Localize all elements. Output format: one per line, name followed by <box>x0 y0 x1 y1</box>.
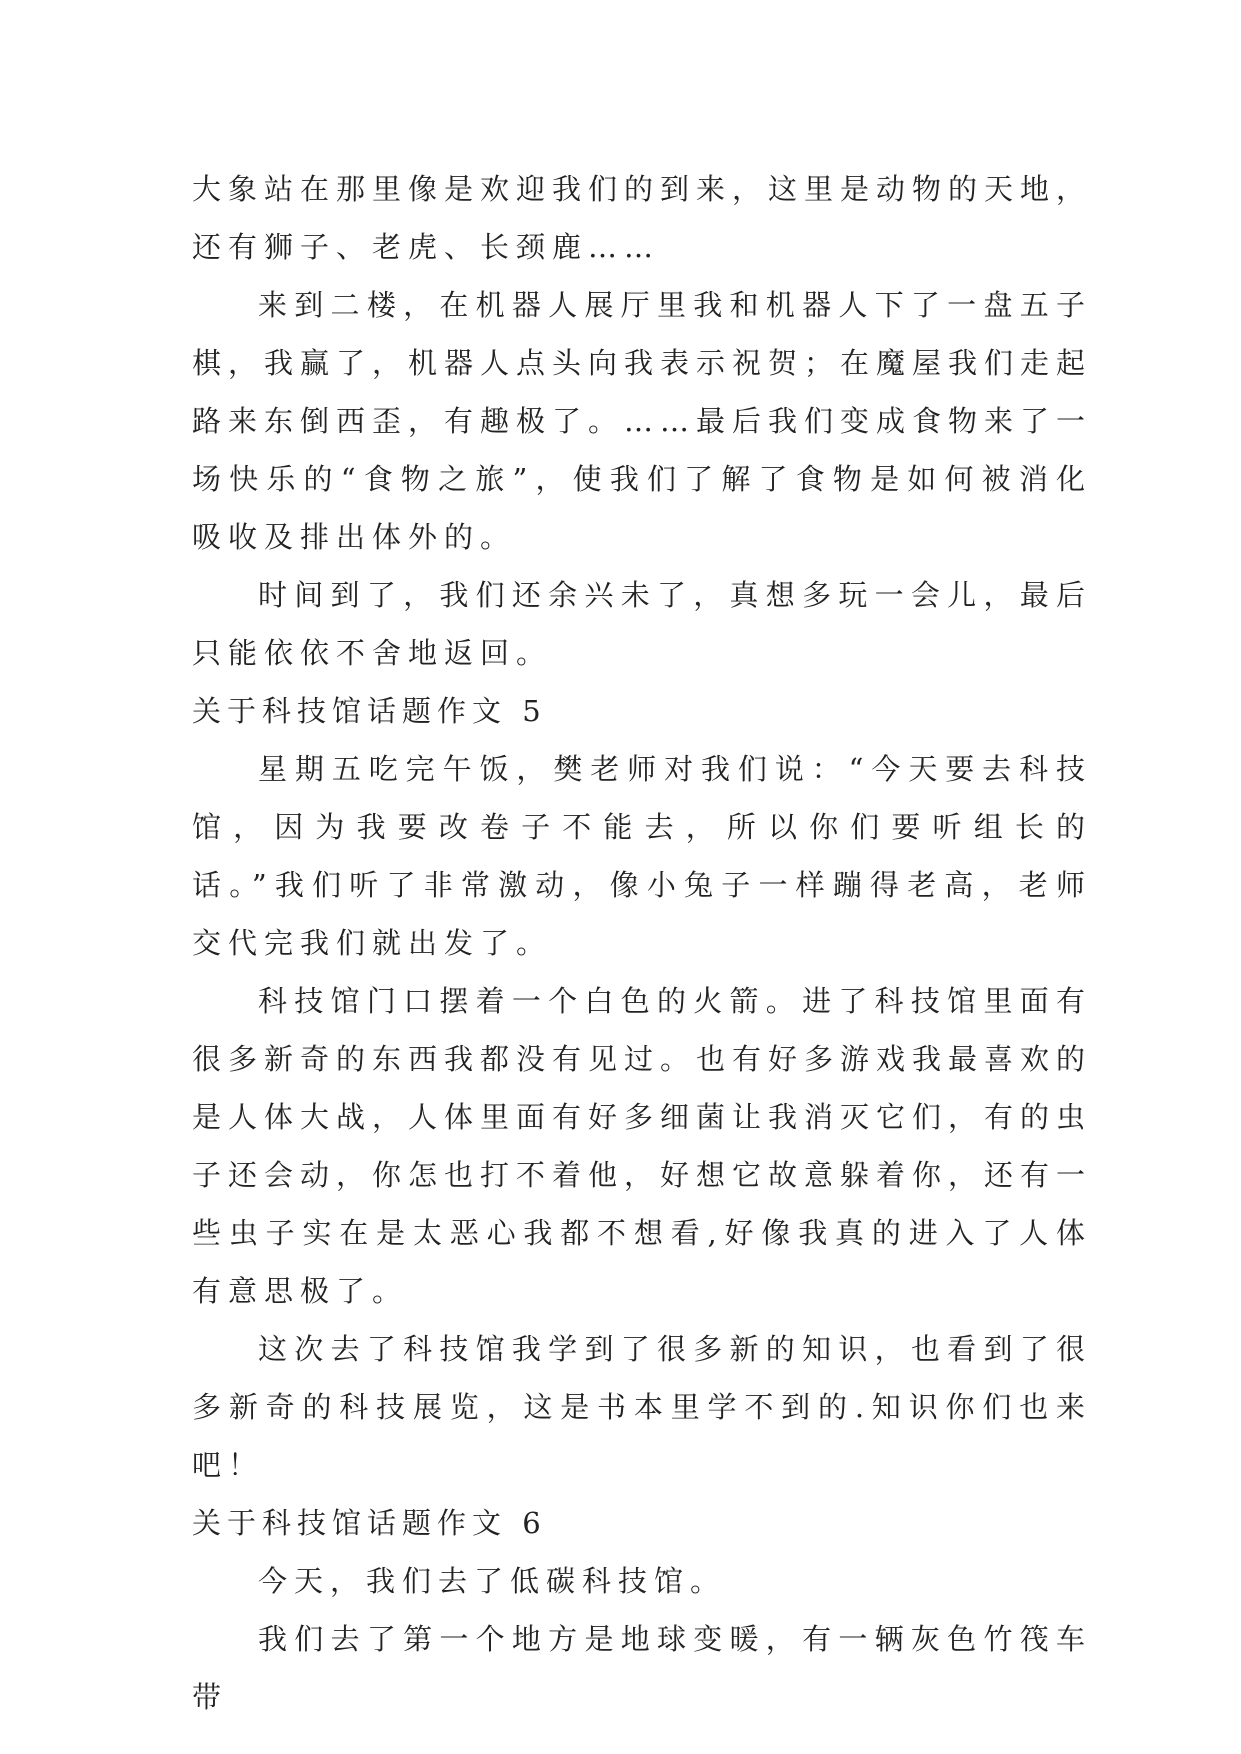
paragraph-animal-hall: 大象站在那里像是欢迎我们的到来，这里是动物的天地，还有狮子、老虎、长颈鹿…… <box>192 172 1093 264</box>
section-5-paragraph-3: 这次去了科技馆我学到了很多新的知识，也看到了很多新奇的科技展览，这是书本里学不到的.知识你们也来吧！ <box>192 1332 1092 1482</box>
section-6-paragraph-1: 今天，我们去了低碳科技馆。 <box>258 1564 727 1598</box>
paragraph-robot-hall: 来到二楼，在机器人展厅里我和机器人下了一盘五子棋，我赢了，机器人点头向我表示祝贺；在魔屋我们走起路来东倒西歪，有趣极了。……最后我们变成食物来了一场快乐的“食物之旅”，使我们了解了食物是如何被消化吸收及排出体外的。 <box>192 288 1093 554</box>
section-5-paragraph-1: 星期五吃完午饭，樊老师对我们说：“今天要去科技馆，因为我要改卷子不能去，所以你们要听组长的话。”我们听了非常激动，像小兔子一样蹦得老高，老师交代完我们就出发了。 <box>192 752 1092 960</box>
section-6-paragraph-2: 我们去了第一个地方是地球变暖，有一辆灰色竹筏车带 <box>192 1622 1092 1714</box>
section-5-title: 关于科技馆话题作文 5 <box>192 694 547 728</box>
paragraph-time-up: 时间到了，我们还余兴未了，真想多玩一会儿，最后只能依依不舍地返回。 <box>192 578 1092 670</box>
document-body <box>192 160 1092 1726</box>
section-6-title: 关于科技馆话题作文 6 <box>192 1506 547 1540</box>
section-5-paragraph-2: 科技馆门口摆着一个白色的火箭。进了科技馆里面有很多新奇的东西我都没有见过。也有好多游戏我最喜欢的是人体大战，人体里面有好多细菌让我消灭它们，有的虫子还会动，你怎也打不着他，好想它故意躲着你，还有一些虫子实在是太恶心我都不想看,好像我真的进入了人体有意思极了。 <box>192 984 1093 1308</box>
